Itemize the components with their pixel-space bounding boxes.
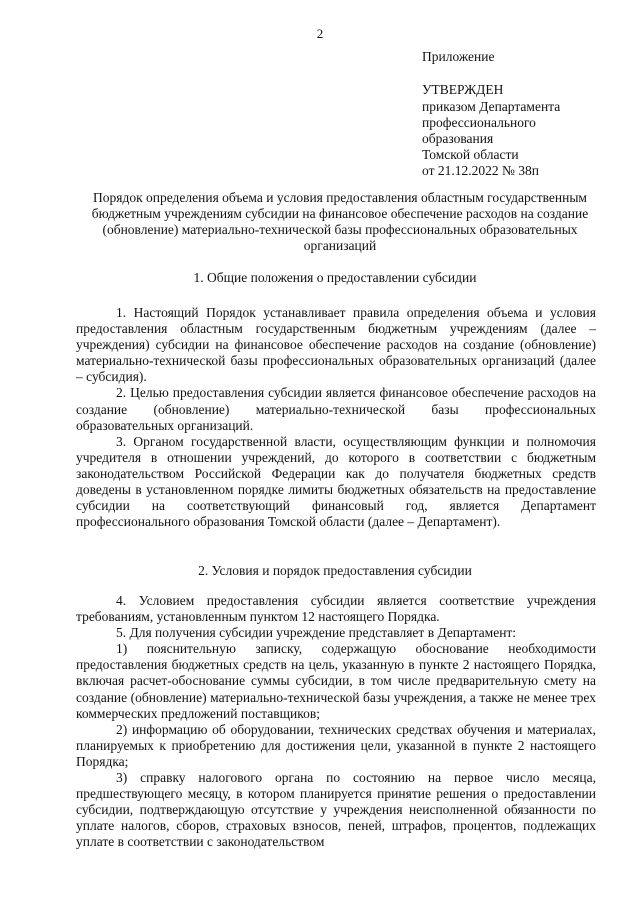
approval-block [422, 82, 560, 179]
paragraph: 2. Целью предоставления субсидии является финансовое обеспечение расходов на создание (обновление) материально-технической базы профессиональных образовательных организаций. [76, 385, 596, 433]
approval-line: Томской области [422, 147, 519, 162]
section-body [76, 593, 596, 851]
paragraph: 3) справку налогового органа по состоянию на первое число месяца, предшествующего месяцу, в котором планируется принятие решения о предоставлении субсидии, подтверждающую отсутствие у учреждения неисполненной обязанности по уплате налогов, сборов, страховых взносов, пеней, штрафов, процентов, подлежащих уплате в соответствии с законодательством [76, 770, 596, 850]
paragraph: 2) информацию об оборудовании, технических средствах обучения и материалах, планируемых к приобретению для достижения цели, указанной в пункте 2 настоящего Порядка; [76, 721, 596, 769]
approval-title: УТВЕРЖДЕН [422, 82, 504, 97]
approval-line: образования [422, 131, 494, 146]
page-number: 2 [316, 26, 324, 41]
appendix-label: Приложение [422, 49, 495, 64]
approval-line: от 21.12.2022 № 38п [422, 163, 539, 178]
paragraph: 3. Органом государственной власти, осуществляющим функции и полномочия учредителя в отношении учреждений, до которого в соответствии с бюджетным законодательством Российской Федерации как до получателя бюджетных средств доведены в установленном порядке лимиты бюджетных обязательств на предоставление субсидии на соответствующий финансовый год, является Департамент профессионального образования Томской области (далее – Департамент). [76, 433, 596, 530]
approval-line: профессионального [422, 115, 536, 130]
paragraph: 5. Для получения субсидии учреждение представляет в Департамент: [116, 625, 517, 641]
document-title: Порядок определения объема и условия предоставления областным государственным бюджетным учреждениям субсидии на финансовое обеспечение расходов на создание (обновление) материально-технической базы профессиональных образовательных организаций [91, 190, 589, 253]
paragraph: 1. Настоящий Порядок устанавливает правила определения объема и условия предоставления областным государственным бюджетным учреждениям (далее – учреждения) субсидии на финансовое обеспечение расходов на создание (обновление) материально-технической базы профессиональных образовательных организаций (далее – субсидия). [76, 305, 596, 385]
paragraph: 1) пояснительную записку, содержащую обоснование необходимости предоставления бюджетных средств на цель, указанную в пункте 2 настоящего Порядка, включая расчет-обоснование суммы субсидии, в том числе предварительную смету на создание (обновление) материально-технической базы учреждения, а также не менее трех коммерческих предложений поставщиков; [76, 641, 596, 721]
section-body [76, 305, 596, 530]
approval-line: приказом Департамента [422, 99, 561, 114]
section-heading: 1. Общие положения о предоставлении субсидии [193, 270, 477, 285]
section-heading: 2. Условия и порядок предоставления субсидии [198, 563, 472, 578]
paragraph: 4. Условием предоставления субсидии является соответствие учреждения требованиям, установленным пунктом 12 настоящего Порядка. [76, 593, 596, 625]
